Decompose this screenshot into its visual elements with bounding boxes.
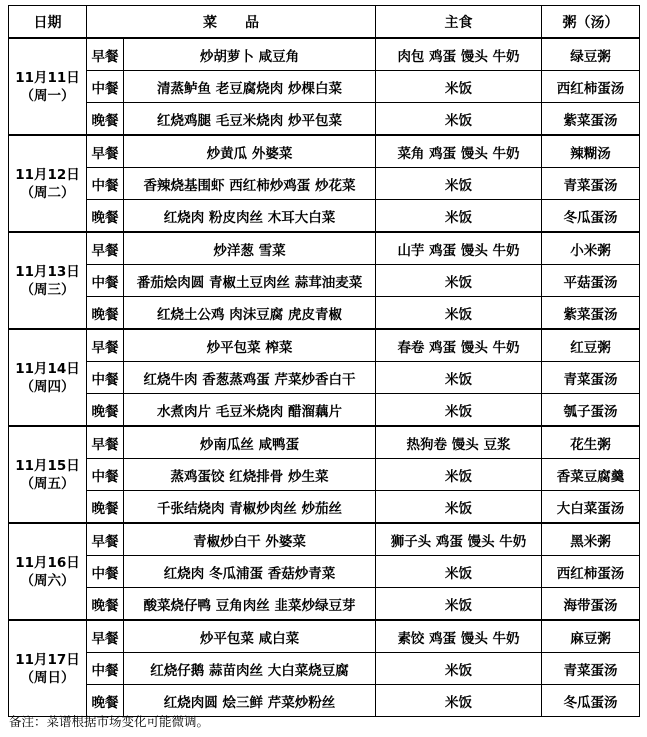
- staple-cell: 春卷 鸡蛋 馒头 牛奶: [376, 329, 542, 362]
- staple-cell: 狮子头 鸡蛋 馒头 牛奶: [376, 523, 542, 556]
- soup-cell: 紫菜蛋汤: [542, 297, 640, 330]
- soup-cell: 香菜豆腐羹: [542, 459, 640, 491]
- date-label: 11月14日: [15, 360, 80, 377]
- date-cell: [9, 329, 87, 426]
- meal-cell: 中餐: [87, 556, 124, 588]
- dishes-cell: 红烧牛肉 香葱蒸鸡蛋 芹菜炒香白干: [124, 362, 376, 394]
- meal-row: [9, 329, 640, 362]
- meal-row: [9, 200, 640, 233]
- dishes-cell: 千张结烧肉 青椒炒肉丝 炒茄丝: [124, 491, 376, 524]
- meal-row: [9, 38, 640, 71]
- weekday-label: （周三）: [20, 281, 75, 298]
- dishes-cell: 酸菜烧仔鸭 豆角肉丝 韭菜炒绿豆芽: [124, 588, 376, 621]
- menu-table: [8, 5, 640, 717]
- dishes-cell: 清蒸鲈鱼 老豆腐烧肉 炒棵白菜: [124, 71, 376, 103]
- meal-cell: 早餐: [87, 232, 124, 265]
- date-cell: [9, 620, 87, 717]
- dishes-cell: 炒胡萝卜 咸豆角: [124, 38, 376, 71]
- dishes-cell: 红烧肉 冬瓜浦蛋 香菇炒青菜: [124, 556, 376, 588]
- soup-cell: 青菜蛋汤: [542, 362, 640, 394]
- staple-cell: 米饭: [376, 588, 542, 621]
- meal-row: [9, 426, 640, 459]
- meal-cell: 晚餐: [87, 491, 124, 524]
- soup-cell: 花生粥: [542, 426, 640, 459]
- soup-cell: 辣糊汤: [542, 135, 640, 168]
- dishes-cell: 番茄烩肉圆 青椒土豆肉丝 蒜茸油麦菜: [124, 265, 376, 297]
- weekday-label: （周五）: [20, 475, 75, 492]
- meal-row: [9, 362, 640, 394]
- dishes-cell: 红烧仔鹅 蒜苗肉丝 大白菜烧豆腐: [124, 653, 376, 685]
- staple-cell: 米饭: [376, 685, 542, 717]
- dishes-cell: 红烧鸡腿 毛豆米烧肉 炒平包菜: [124, 103, 376, 136]
- footnote: 备注：菜谱根据市场变化可能微调。: [9, 714, 210, 729]
- meal-row: [9, 653, 640, 685]
- meal-cell: 晚餐: [87, 297, 124, 330]
- dishes-cell: 香辣烧基围虾 西红柿炒鸡蛋 炒花菜: [124, 168, 376, 200]
- meal-row: [9, 103, 640, 136]
- meal-cell: 中餐: [87, 459, 124, 491]
- date-cell: [9, 426, 87, 523]
- soup-cell: 西红柿蛋汤: [542, 71, 640, 103]
- header-date: 日期: [9, 6, 87, 39]
- soup-cell: 青菜蛋汤: [542, 653, 640, 685]
- date-cell: [9, 232, 87, 329]
- header-soup: 粥（汤）: [542, 6, 640, 39]
- soup-cell: 黑米粥: [542, 523, 640, 556]
- meal-cell: 早餐: [87, 426, 124, 459]
- soup-cell: 海带蛋汤: [542, 588, 640, 621]
- staple-cell: 米饭: [376, 200, 542, 233]
- dishes-cell: 水煮肉片 毛豆米烧肉 醋溜藕片: [124, 394, 376, 427]
- dishes-cell: 红烧肉圆 烩三鲜 芹菜炒粉丝: [124, 685, 376, 717]
- meal-cell: 晚餐: [87, 103, 124, 136]
- meal-row: [9, 459, 640, 491]
- soup-cell: 麻豆粥: [542, 620, 640, 653]
- staple-cell: 肉包 鸡蛋 馒头 牛奶: [376, 38, 542, 71]
- meal-cell: 晚餐: [87, 200, 124, 233]
- staple-cell: 米饭: [376, 103, 542, 136]
- header-staple: 主食: [376, 6, 542, 39]
- staple-cell: 菜角 鸡蛋 馒头 牛奶: [376, 135, 542, 168]
- staple-cell: 米饭: [376, 297, 542, 330]
- weekday-label: （周日）: [20, 669, 75, 686]
- staple-cell: 米饭: [376, 265, 542, 297]
- meal-cell: 晚餐: [87, 685, 124, 717]
- dishes-cell: 红烧肉 粉皮肉丝 木耳大白菜: [124, 200, 376, 233]
- meal-cell: 中餐: [87, 653, 124, 685]
- date-label: 11月11日: [15, 69, 80, 86]
- meal-cell: 中餐: [87, 265, 124, 297]
- meal-row: [9, 168, 640, 200]
- meal-cell: 早餐: [87, 523, 124, 556]
- weekday-label: （周一）: [20, 87, 75, 104]
- date-label: 11月17日: [15, 651, 80, 668]
- meal-cell: 早餐: [87, 135, 124, 168]
- header-dishes: 菜 品: [87, 6, 376, 39]
- menu-body: [9, 38, 640, 717]
- staple-cell: 米饭: [376, 556, 542, 588]
- meal-row: [9, 620, 640, 653]
- dishes-cell: 青椒炒白干 外婆菜: [124, 523, 376, 556]
- staple-cell: 米饭: [376, 394, 542, 427]
- soup-cell: 冬瓜蛋汤: [542, 200, 640, 233]
- meal-cell: 早餐: [87, 620, 124, 653]
- meal-row: [9, 135, 640, 168]
- staple-cell: 米饭: [376, 168, 542, 200]
- staple-cell: 米饭: [376, 459, 542, 491]
- staple-cell: 米饭: [376, 362, 542, 394]
- meal-cell: 晚餐: [87, 394, 124, 427]
- soup-cell: 紫菜蛋汤: [542, 103, 640, 136]
- dishes-cell: 炒南瓜丝 咸鸭蛋: [124, 426, 376, 459]
- soup-cell: 大白菜蛋汤: [542, 491, 640, 524]
- meal-row: [9, 265, 640, 297]
- dishes-cell: 炒平包菜 咸白菜: [124, 620, 376, 653]
- dishes-cell: 炒洋葱 雪菜: [124, 232, 376, 265]
- meal-row: [9, 588, 640, 621]
- soup-cell: 红豆粥: [542, 329, 640, 362]
- staple-cell: 山芋 鸡蛋 馒头 牛奶: [376, 232, 542, 265]
- date-cell: [9, 135, 87, 232]
- soup-cell: 平菇蛋汤: [542, 265, 640, 297]
- meal-row: [9, 523, 640, 556]
- meal-cell: 中餐: [87, 362, 124, 394]
- dishes-cell: 蒸鸡蛋饺 红烧排骨 炒生菜: [124, 459, 376, 491]
- soup-cell: 绿豆粥: [542, 38, 640, 71]
- dishes-cell: 炒黄瓜 外婆菜: [124, 135, 376, 168]
- weekday-label: （周六）: [20, 572, 75, 589]
- header-row: [9, 6, 640, 39]
- meal-cell: 晚餐: [87, 588, 124, 621]
- dishes-cell: 红烧土公鸡 肉沫豆腐 虎皮青椒: [124, 297, 376, 330]
- meal-row: [9, 491, 640, 524]
- meal-cell: 中餐: [87, 71, 124, 103]
- soup-cell: 瓠子蛋汤: [542, 394, 640, 427]
- soup-cell: 西红柿蛋汤: [542, 556, 640, 588]
- staple-cell: 米饭: [376, 653, 542, 685]
- meal-row: [9, 394, 640, 427]
- weekday-label: （周二）: [20, 184, 75, 201]
- weekday-label: （周四）: [20, 378, 75, 395]
- date-cell: [9, 38, 87, 135]
- date-label: 11月13日: [15, 263, 80, 280]
- date-label: 11月16日: [15, 554, 80, 571]
- meal-row: [9, 556, 640, 588]
- meal-row: [9, 71, 640, 103]
- soup-cell: 青菜蛋汤: [542, 168, 640, 200]
- date-label: 11月15日: [15, 457, 80, 474]
- meal-cell: 早餐: [87, 38, 124, 71]
- meal-cell: 中餐: [87, 168, 124, 200]
- dishes-cell: 炒平包菜 榨菜: [124, 329, 376, 362]
- date-label: 11月12日: [15, 166, 80, 183]
- meal-row: [9, 297, 640, 330]
- staple-cell: 米饭: [376, 71, 542, 103]
- meal-cell: 早餐: [87, 329, 124, 362]
- staple-cell: 素饺 鸡蛋 馒头 牛奶: [376, 620, 542, 653]
- staple-cell: 米饭: [376, 491, 542, 524]
- soup-cell: 小米粥: [542, 232, 640, 265]
- meal-row: [9, 232, 640, 265]
- staple-cell: 热狗卷 馒头 豆浆: [376, 426, 542, 459]
- date-cell: [9, 523, 87, 620]
- soup-cell: 冬瓜蛋汤: [542, 685, 640, 717]
